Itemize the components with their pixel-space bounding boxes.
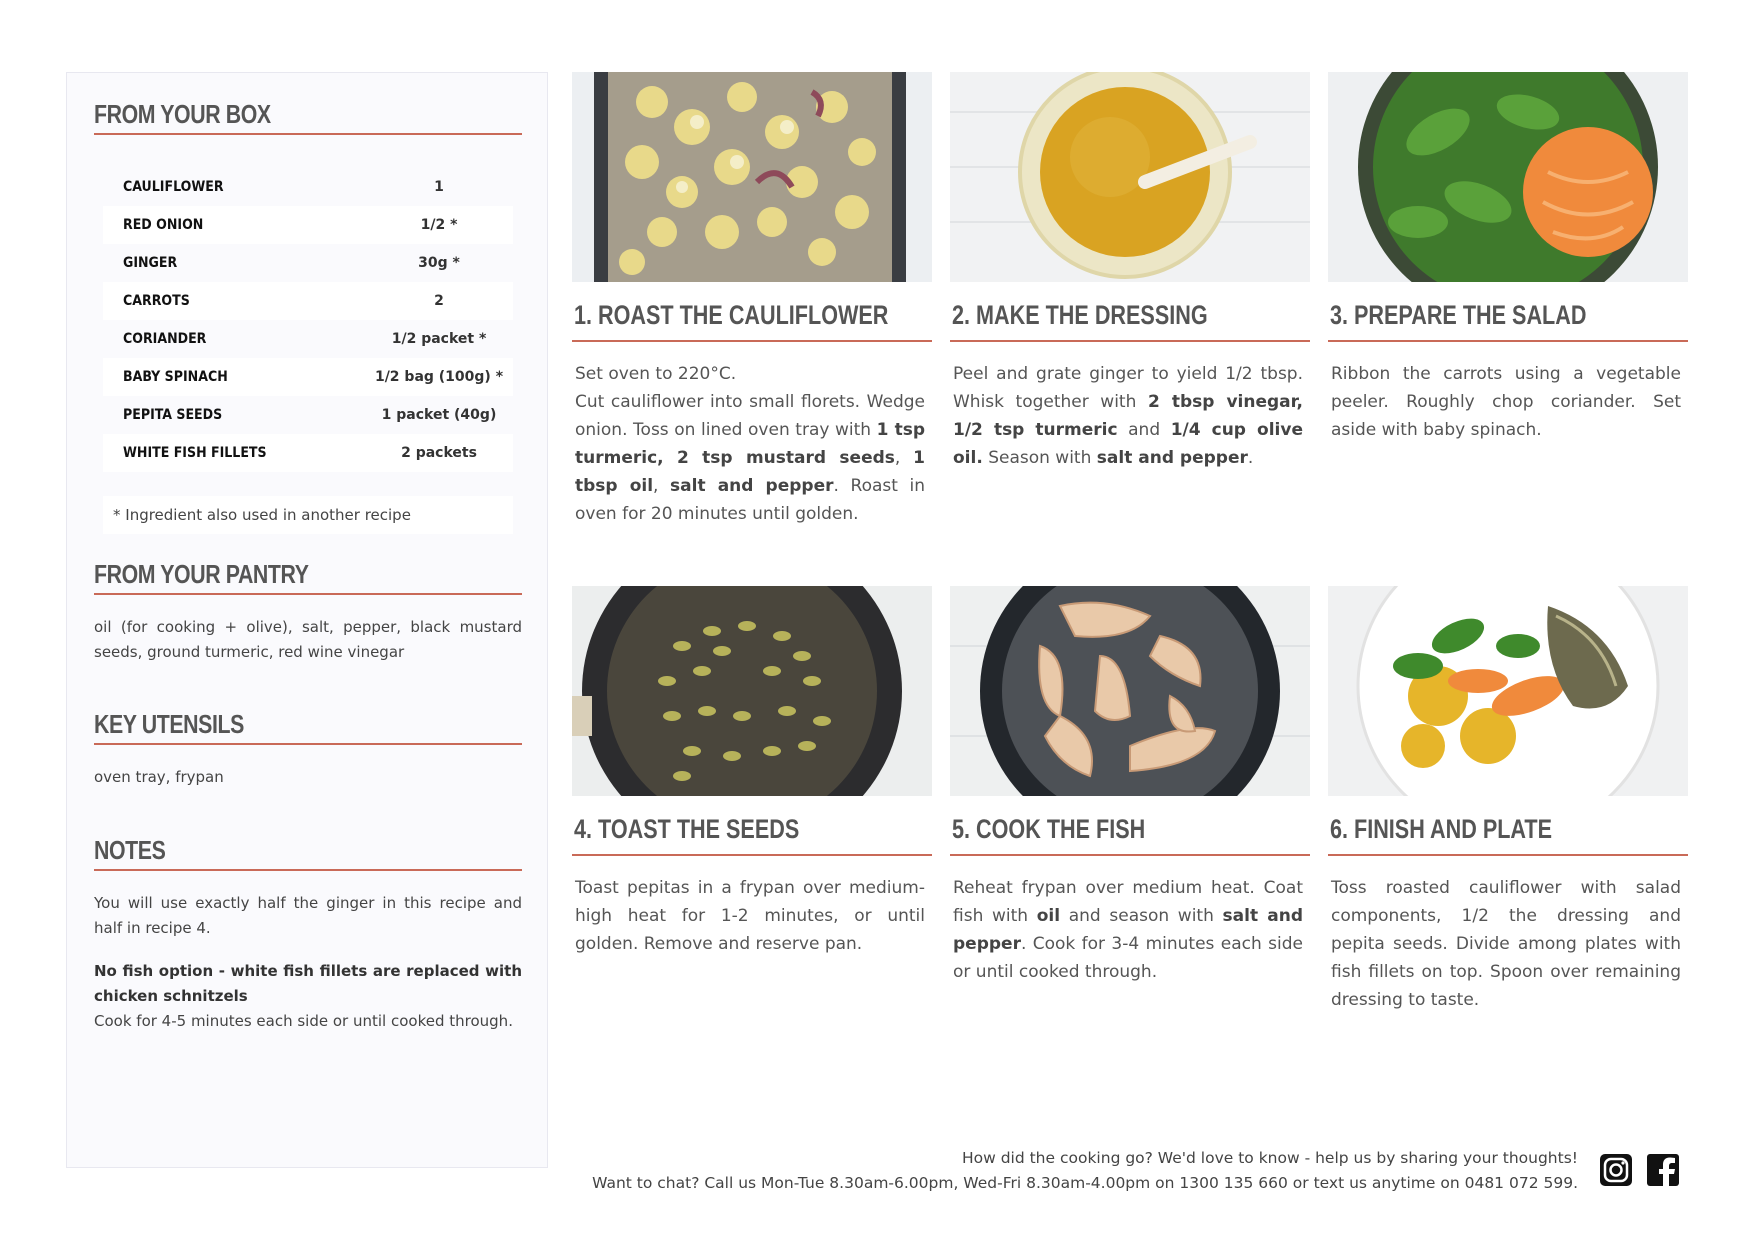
notes-title: NOTES <box>94 835 166 865</box>
ingredient-name: CARROTS <box>123 293 190 309</box>
feedback-line: How did the cooking go? We'd love to know - help us by sharing your thoughts! <box>961 1149 1578 1167</box>
step-instructions: Reheat frypan over medium heat. Coat fish with oil and season with salt and pepper. Cook for 3-4 minutes each side or until cooked through. <box>953 878 1303 982</box>
ingredient-qty: 30g * <box>418 255 460 271</box>
ingredient-row <box>103 396 513 434</box>
section-rule <box>94 869 522 871</box>
ingredient-name: WHITE FISH FILLETS <box>123 445 267 461</box>
ingredients-table <box>103 168 513 472</box>
feedback-footer <box>592 1146 1578 1196</box>
notes-text: You will use exactly half the ginger in this recipe and half in recipe 4. <box>94 894 522 937</box>
step-rule <box>1328 854 1688 856</box>
fish-frypan-photo <box>950 586 1310 796</box>
ingredient-qty: 2 packets <box>401 445 477 461</box>
contact-line: Want to chat? Call us Mon-Tue 8.30am-6.00pm, Wed-Fri 8.30am-4.00pm on 1300 135 660 or text us anytime on 0481 072 599. <box>592 1174 1578 1192</box>
section-rule <box>94 133 522 135</box>
step-title: 6. FINISH AND PLATE <box>1330 814 1553 844</box>
no-fish-option: No fish option - white fish fillets are replaced with chicken schnitzels <box>94 962 522 1005</box>
pepitas-frypan-photo <box>572 586 932 796</box>
ingredient-row <box>103 168 513 206</box>
notes-option <box>94 959 522 1034</box>
ingredient-qty: 1 <box>434 179 444 195</box>
facebook-icon[interactable] <box>1645 1152 1681 1188</box>
section-rule <box>94 593 522 595</box>
ingredient-row <box>103 434 513 472</box>
salad-bowl-photo <box>1328 72 1688 282</box>
ingredient-name: CORIANDER <box>123 331 207 347</box>
dressing-bowl-photo <box>950 72 1310 282</box>
step-rule <box>950 340 1310 342</box>
step-instructions: Set oven to 220°C. Cut cauliflower into small florets. Wedge onion. Toss on lined oven tray with 1 tsp turmeric, 2 tsp mustard seeds, 1 tbsp oil, salt and pepper. Roast in oven for 20 minutes until golden. <box>575 364 925 524</box>
step-instructions: Toast pepitas in a frypan over medium-high heat for 1-2 minutes, or until golden. Remove and reserve pan. <box>575 878 925 954</box>
key-utensils-title: KEY UTENSILS <box>94 709 244 739</box>
step-instructions: Toss roasted cauliflower with salad components, 1/2 the dressing and pepita seeds. Divide among plates with fish fillets on top. Spoon over remaining dressing to taste. <box>1331 878 1681 1010</box>
roasted-cauliflower-photo <box>572 72 932 282</box>
ingredient-note: * Ingredient also used in another recipe <box>103 496 513 534</box>
ingredient-row <box>103 244 513 282</box>
step-rule <box>1328 340 1688 342</box>
step-instructions: Ribbon the carrots using a vegetable peeler. Roughly chop coriander. Set aside with baby spinach. <box>1331 364 1681 440</box>
ingredient-name: GINGER <box>123 255 178 271</box>
ingredient-qty: 1/2 packet * <box>391 331 487 347</box>
no-fish-instructions: Cook for 4-5 minutes each side or until cooked through. <box>94 1012 513 1030</box>
step-title: 3. PREPARE THE SALAD <box>1330 300 1587 330</box>
ingredients-sidebar <box>66 72 548 1168</box>
ingredient-qty: 1/2 * <box>420 217 458 233</box>
ingredient-row <box>103 320 513 358</box>
step-rule <box>950 854 1310 856</box>
step-title: 5. COOK THE FISH <box>952 814 1146 844</box>
step-title: 2. MAKE THE DRESSING <box>952 300 1208 330</box>
ingredient-name: RED ONION <box>123 217 204 233</box>
ingredient-row <box>103 282 513 320</box>
utensils-text: oven tray, frypan <box>94 768 224 786</box>
step-title: 4. TOAST THE SEEDS <box>574 814 800 844</box>
ingredient-name: BABY SPINACH <box>123 369 228 385</box>
step-title: 1. ROAST THE CAULIFLOWER <box>574 300 889 330</box>
step-rule <box>572 854 932 856</box>
ingredient-row <box>103 358 513 396</box>
instagram-icon[interactable] <box>1598 1152 1634 1188</box>
ingredient-name: PEPITA SEEDS <box>123 407 223 423</box>
ingredient-qty: 2 <box>434 293 444 309</box>
step-rule <box>572 340 932 342</box>
ingredient-row <box>103 206 513 244</box>
plated-dish-photo <box>1328 586 1688 796</box>
from-your-pantry-title: FROM YOUR PANTRY <box>94 559 309 589</box>
pantry-text: oil (for cooking + olive), salt, pepper, black mustard seeds, ground turmeric, red wine vinegar <box>94 618 522 661</box>
from-your-box-title: FROM YOUR BOX <box>94 99 271 129</box>
ingredient-qty: 1 packet (40g) <box>381 407 497 423</box>
ingredient-name: CAULIFLOWER <box>123 179 224 195</box>
ingredient-qty: 1/2 bag (100g) * <box>374 369 504 385</box>
step-instructions: Peel and grate ginger to yield 1/2 tbsp. Whisk together with 2 tbsp vinegar, 1/2 tsp turmeric and 1/4 cup olive oil. Season with salt and pepper. <box>953 364 1303 468</box>
section-rule <box>94 743 522 745</box>
